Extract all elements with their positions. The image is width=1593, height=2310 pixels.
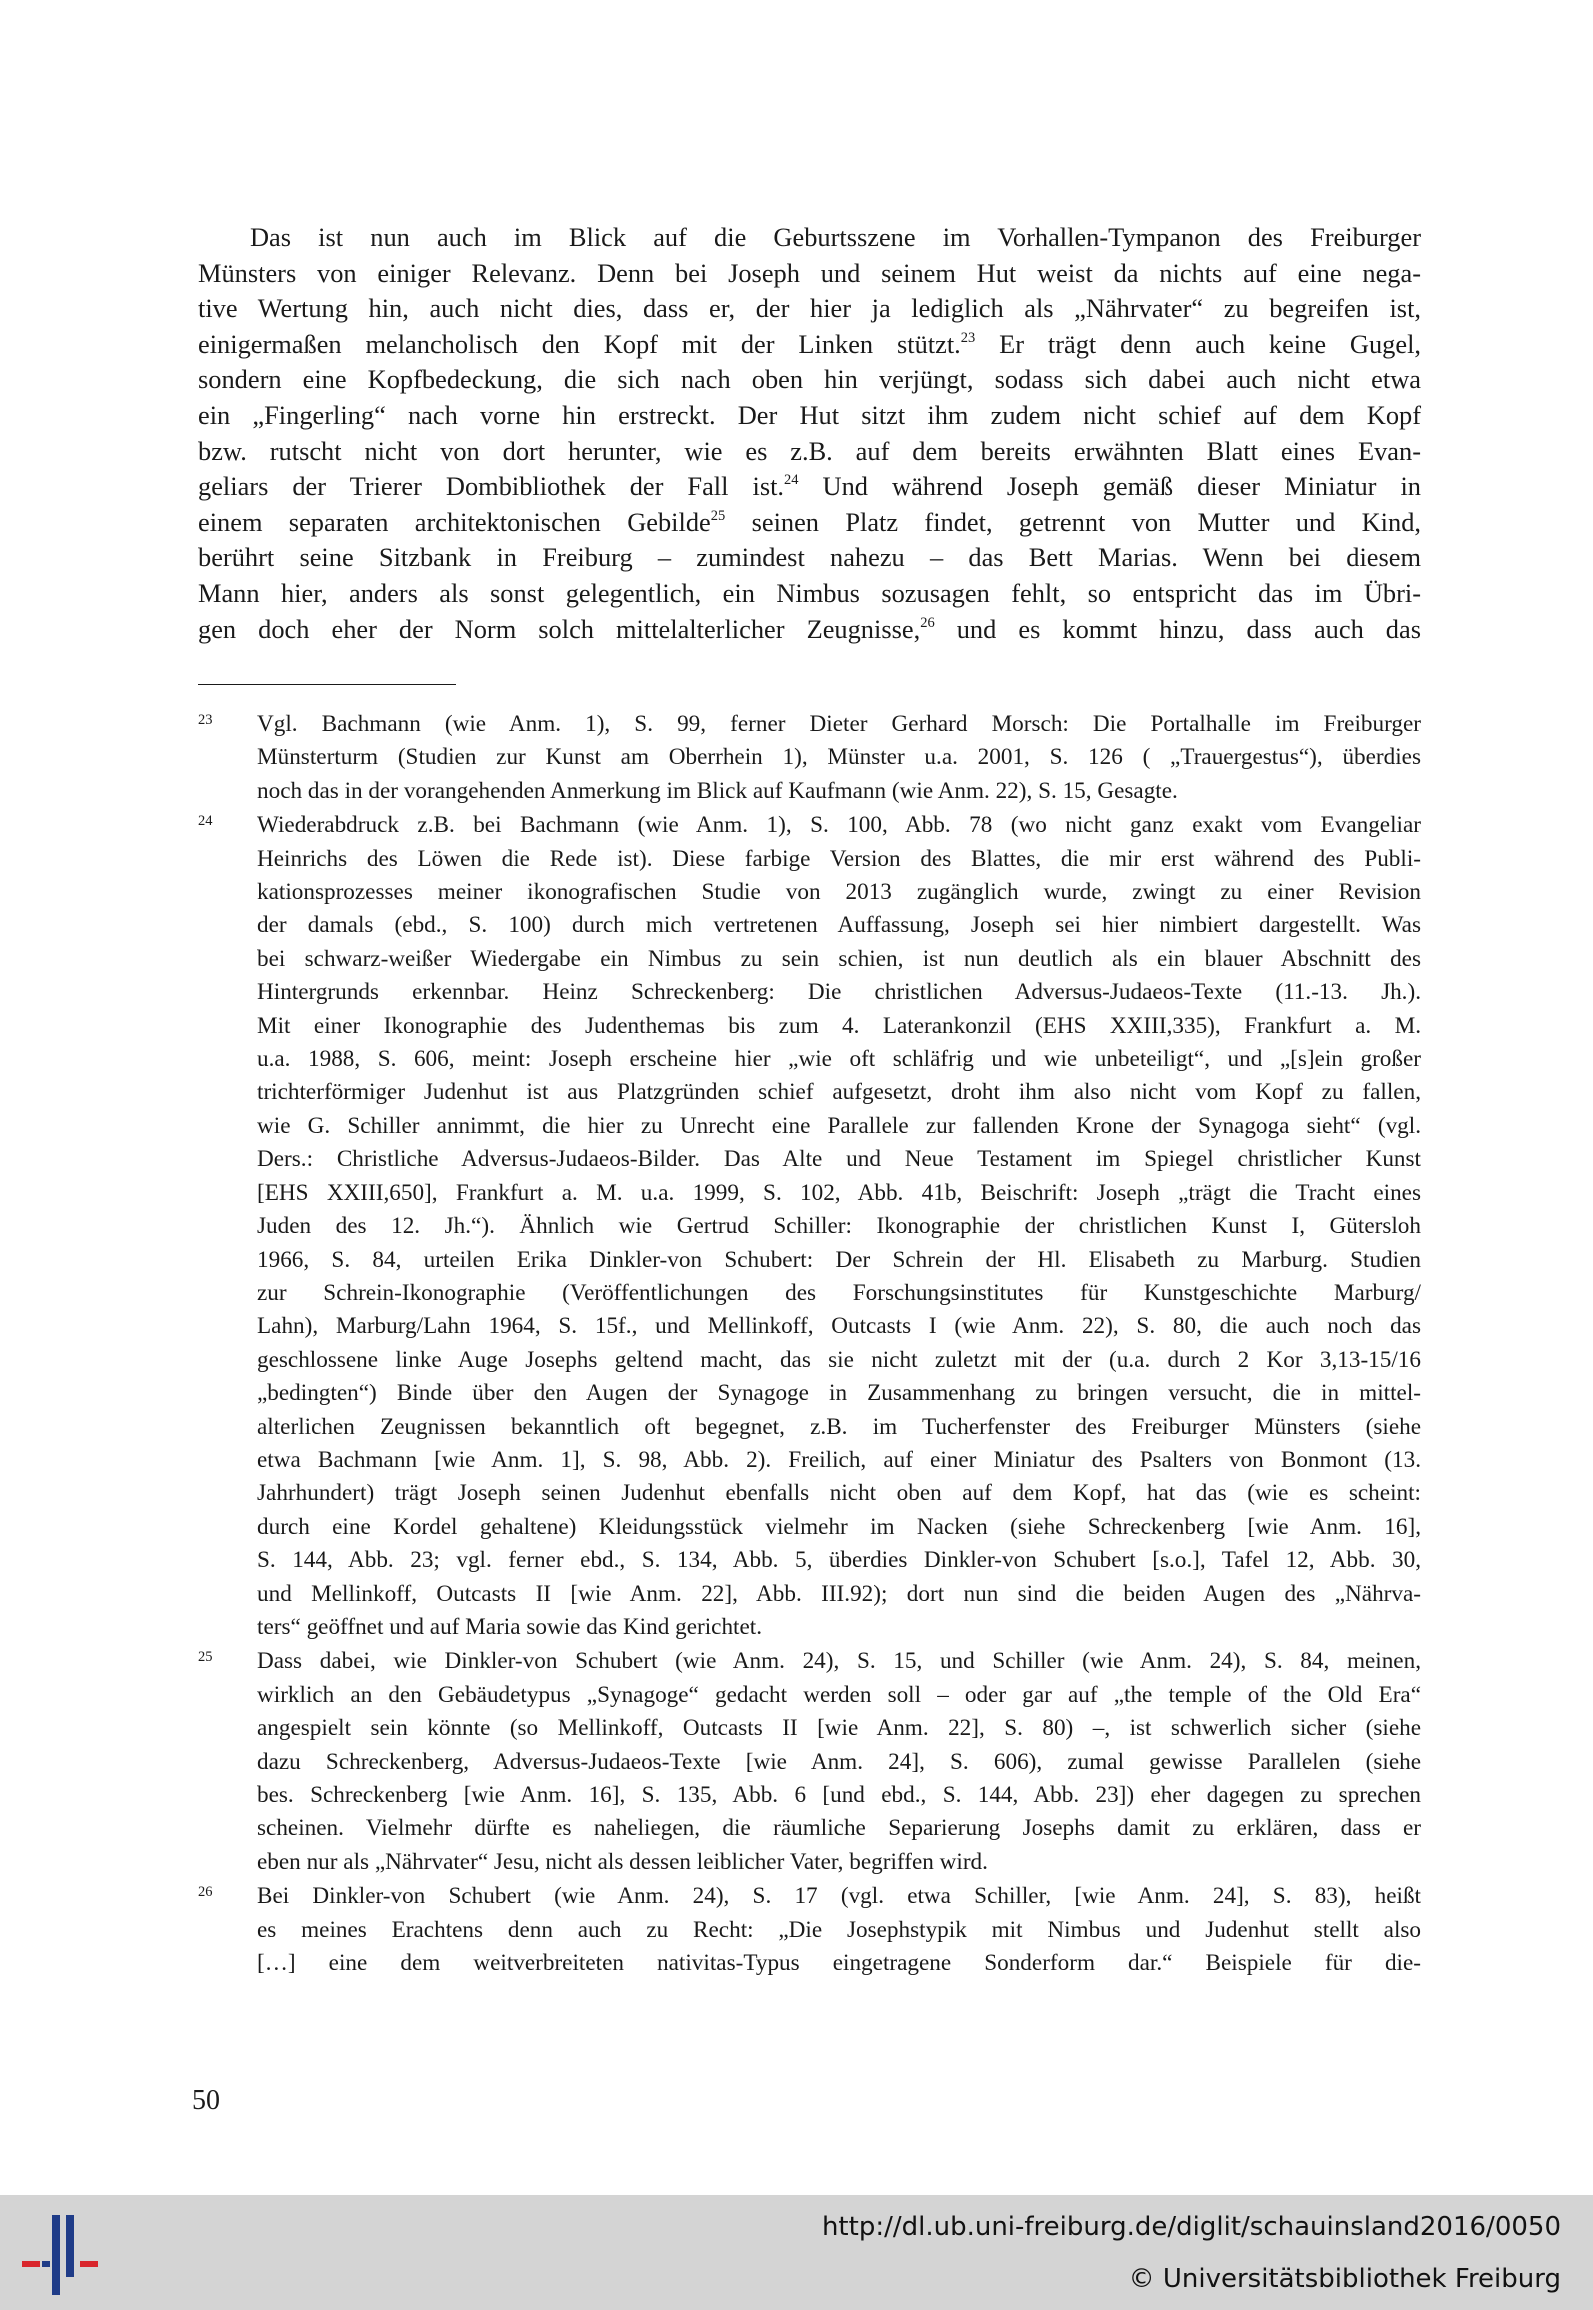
footnote-line: Münsterturm (Studien zur Kunst am Oberrhein 1), Münster u.a. 2001, S. 126 ( „Trauergestus“), überdies bbox=[257, 744, 1421, 771]
text-line: einem separaten architektonischen Gebilde$^{25}$ seinen Platz findet, getrennt von Mutter und Kind, bbox=[198, 506, 1422, 537]
footnote-line: kationsprozesses meiner ikonografischen Studie von 2013 zugänglich wurde, zwingt zu einer Revision bbox=[257, 879, 1421, 906]
footnote-line: Vgl. Bachmann (wie Anm. 1), S. 99, ferner Dieter Gerhard Morsch: Die Portalhalle im Freiburger bbox=[257, 711, 1421, 737]
text-line: einigermaßen melancholisch den Kopf mit der Linken stützt.$^{23}$ Er trägt denn auch keine Gugel, bbox=[198, 328, 1421, 359]
footnote-line: ters“ geöffnet und auf Maria sowie das Kind gerichtet. bbox=[257, 1613, 763, 1640]
page-number: 50 bbox=[192, 2085, 220, 2116]
footnote bbox=[198, 809, 1421, 1644]
footnote-number: 26 bbox=[198, 1884, 213, 1901]
footnotes bbox=[198, 708, 1421, 1981]
text-line: bzw. rutscht nicht von dort herunter, wie es z.B. auf dem bereits erwähnten Blatt eines Evan- bbox=[198, 435, 1421, 466]
text-line: gen doch eher der Norm solch mittelalterlicher Zeugnisse,$^{26}$ und es kommt hinzu, dass auch das bbox=[198, 613, 1421, 644]
footnote-line: trichterförmiger Judenhut ist aus Platzgründen schief aufgesetzt, droht ihm also nicht vom Kopf zu fallen, bbox=[257, 1079, 1421, 1106]
footnote-line: alterlichen Zeugnissen bekanntlich oft begegnet, z.B. im Tucherfenster des Freiburger Münsters (siehe bbox=[257, 1413, 1421, 1440]
footnote-line: u.a. 1988, S. 606, meint: Joseph erscheine hier „wie oft schläfrig und wie unbeteiligt“, und „[s]ein großer bbox=[257, 1046, 1421, 1073]
text-line: Das ist nun auch im Blick auf die Geburtsszene im Vorhallen-Tympanon des Freiburger bbox=[250, 222, 1421, 252]
footnote-line: Wiederabdruck z.B. bei Bachmann (wie Anm. 1), S. 100, Abb. 78 (wo nicht ganz exakt vom Evangeliar bbox=[257, 812, 1421, 839]
footnote-number: 23 bbox=[198, 712, 213, 728]
footnote-line: Jahrhundert) trägt Joseph seinen Judenhut ebenfalls nicht oben auf dem Kopf, hat das (wie es scheint: bbox=[257, 1480, 1421, 1507]
text-line: ein „Fingerling“ nach vorne hin erstreckt. Der Hut sitzt ihm zudem nicht schief auf dem Kopf bbox=[198, 399, 1421, 430]
footnote-line: dazu Schreckenberg, Adversus-Judaeos-Texte [wie Anm. 24], S. 606), zumal gewisse Parallelen (siehe bbox=[257, 1748, 1421, 1775]
footnote-line: der damals (ebd., S. 100) durch mich vertretenen Auffassung, Joseph sei hier nimbiert dargestellt. Was bbox=[257, 912, 1421, 939]
footnote-number: 24 bbox=[198, 813, 213, 830]
footnote-line: Ders.: Christliche Adversus-Judaeos-Bilder. Das Alte und Neue Testament im Spiegel christlicher Kunst bbox=[257, 1146, 1421, 1173]
footnote-ref[interactable]: 24 bbox=[784, 472, 799, 489]
footnote-line: durch eine Kordel gehaltene) Kleidungsstück vielmehr im Nacken (siehe Schreckenberg [wie Anm. 16], bbox=[257, 1513, 1421, 1540]
footnote-line: [EHS XXIII,650], Frankfurt a. M. u.a. 1999, S. 102, Abb. 41b, Beischrift: Joseph „trägt die Tracht eines bbox=[257, 1179, 1421, 1206]
footnote-line: Heinrichs des Löwen die Rede ist). Diese farbige Version des Blattes, die mir erst während des Publi- bbox=[257, 845, 1421, 872]
footnote-line: „bedingten“) Binde über den Augen der Synagoge in Zusammenhang zu bringen versucht, die in mittel- bbox=[257, 1380, 1421, 1407]
text-line: sondern eine Kopfbedeckung, die sich nach oben hin verjüngt, sodass sich dabei auch nicht etwa bbox=[198, 364, 1421, 395]
footnote-line: Mit einer Ikonographie des Judenthemas bis zum 4. Laterankonzil (EHS XXIII,335), Frankfurt a. M. bbox=[257, 1012, 1421, 1039]
footnote-line: bei schwarz-weißer Wiedergabe ein Nimbus zu sein schien, ist nun deutlich als ein blauer Abschnitt des bbox=[257, 945, 1421, 972]
footnote bbox=[198, 708, 1421, 808]
footnote-ref[interactable]: 23 bbox=[960, 329, 976, 346]
text-line: Mann hier, anders als sonst gelegentlich, ein Nimbus sozusagen fehlt, so entspricht das im Übri- bbox=[198, 577, 1421, 608]
footnote-line: es meines Erachtens denn auch zu Recht: „Die Josephstypik mit Nimbus und Judenhut stellt also bbox=[257, 1916, 1421, 1943]
footnote-line: scheinen. Vielmehr dürfte es naheliegen, die räumliche Separierung Josephs damit zu erklären, dass er bbox=[257, 1815, 1421, 1842]
footnote-line: etwa Bachmann [wie Anm. 1], S. 98, Abb. 2). Freilich, auf einer Miniatur des Psalters von Bonmont (13. bbox=[257, 1446, 1421, 1473]
footnote-line: Hintergrunds erkennbar. Heinz Schreckenberg: Die christlichen Adversus-Judaeos-Texte (11.-13. Jh.). bbox=[257, 979, 1421, 1006]
footnote bbox=[198, 1645, 1421, 1879]
footnote-line: Lahn), Marburg/Lahn 1964, S. 15f., und Mellinkoff, Outcasts I (wie Anm. 22), S. 80, die auch noch das bbox=[257, 1313, 1421, 1340]
footnote-line: zur Schrein-Ikonographie (Veröffentlichungen des Forschungsinstitutes für Kunstgeschichte Marburg/ bbox=[257, 1279, 1421, 1306]
source-url-link[interactable]: http://dl.ub.uni-freiburg.de/diglit/schauinsland2016/0050 bbox=[821, 2212, 1561, 2242]
text-line: berührt seine Sitzbank in Freiburg – zumindest nahezu – das Bett Marias. Wenn bei diesem bbox=[198, 542, 1421, 573]
text-line: Münsters von einiger Relevanz. Denn bei Joseph und seinem Hut weist da nichts auf eine nega- bbox=[198, 257, 1421, 288]
text-line: geliars der Trierer Dombibliothek der Fall ist.$^{24}$ Und während Joseph gemäß dieser Miniatur in bbox=[198, 471, 1421, 502]
footnote-line: Juden des 12. Jh.“). Ähnlich wie Gertrud Schiller: Ikonographie der christlichen Kunst I, Gütersloh bbox=[257, 1213, 1421, 1240]
footnote-line: und Mellinkoff, Outcasts II [wie Anm. 22], Abb. III.92); dort nun sind die beiden Augen des „Nährva- bbox=[257, 1580, 1421, 1607]
footnote-ref[interactable]: 25 bbox=[710, 507, 726, 524]
footnote-line: geschlossene linke Auge Josephs geltend macht, das sie nicht zuletzt mit der (u.a. durch 2 Kor 3,13-15/16 bbox=[257, 1346, 1421, 1373]
footnote bbox=[198, 1880, 1421, 1980]
text-line: tive Wertung hin, auch nicht dies, dass er, der hier ja lediglich als „Nährvater“ zu begreifen ist, bbox=[198, 293, 1421, 324]
footnote-line: Dass dabei, wie Dinkler-von Schubert (wie Anm. 24), S. 15, und Schiller (wie Anm. 24), S. 84, meinen, bbox=[257, 1648, 1421, 1675]
footnote-line: noch das in der vorangehenden Anmerkung im Blick auf Kaufmann (wie Anm. 22), S. 15, Gesagte. bbox=[257, 777, 1178, 804]
main-text bbox=[198, 220, 1421, 647]
footnote-line: […] eine dem weitverbreiteten nativitas-Typus eingetragene Sonderform dar.“ Beispiele für die- bbox=[257, 1950, 1421, 1977]
footnote-line: bes. Schreckenberg [wie Anm. 16], S. 135, Abb. 6 [und ebd., S. 144, Abb. 23]) eher dagegen zu sprechen bbox=[257, 1782, 1421, 1808]
footnote-line: eben nur als „Nährvater“ Jesu, nicht als dessen leiblicher Vater, begriffen wird. bbox=[257, 1848, 988, 1875]
footnote-line: wie G. Schiller annimmt, die hier zu Unrecht eine Parallele zur fallenden Krone der Synagoga sieht“ (vgl. bbox=[257, 1112, 1421, 1139]
footnote-number: 25 bbox=[198, 1649, 213, 1666]
footnote-line: Bei Dinkler-von Schubert (wie Anm. 24), S. 17 (vgl. etwa Schiller, [wie Anm. 24], S. 83), heißt bbox=[257, 1883, 1421, 1910]
copyright-notice: © Universitätsbibliothek Freiburg bbox=[1128, 2264, 1561, 2294]
footnote-line: wirklich an den Gebäudetypus „Synagoge“ gedacht werden soll – oder gar auf „the temple of the Old Era“ bbox=[257, 1681, 1421, 1708]
library-logo-icon bbox=[22, 2215, 102, 2295]
footnote-line: S. 144, Abb. 23; vgl. ferner ebd., S. 134, Abb. 5, überdies Dinkler-von Schubert [s.o.], Tafel 12, Abb. 30, bbox=[257, 1547, 1421, 1574]
footnote-separator bbox=[198, 684, 456, 685]
footnote-line: angespielt sein könnte (so Mellinkoff, Outcasts II [wie Anm. 22], S. 80) –, ist schwerlich sicher (siehe bbox=[257, 1715, 1421, 1742]
footnote-ref[interactable]: 26 bbox=[920, 614, 935, 631]
footnote-line: 1966, S. 84, urteilen Erika Dinkler-von Schubert: Der Schrein der Hl. Elisabeth zu Marburg. Studien bbox=[257, 1246, 1421, 1273]
